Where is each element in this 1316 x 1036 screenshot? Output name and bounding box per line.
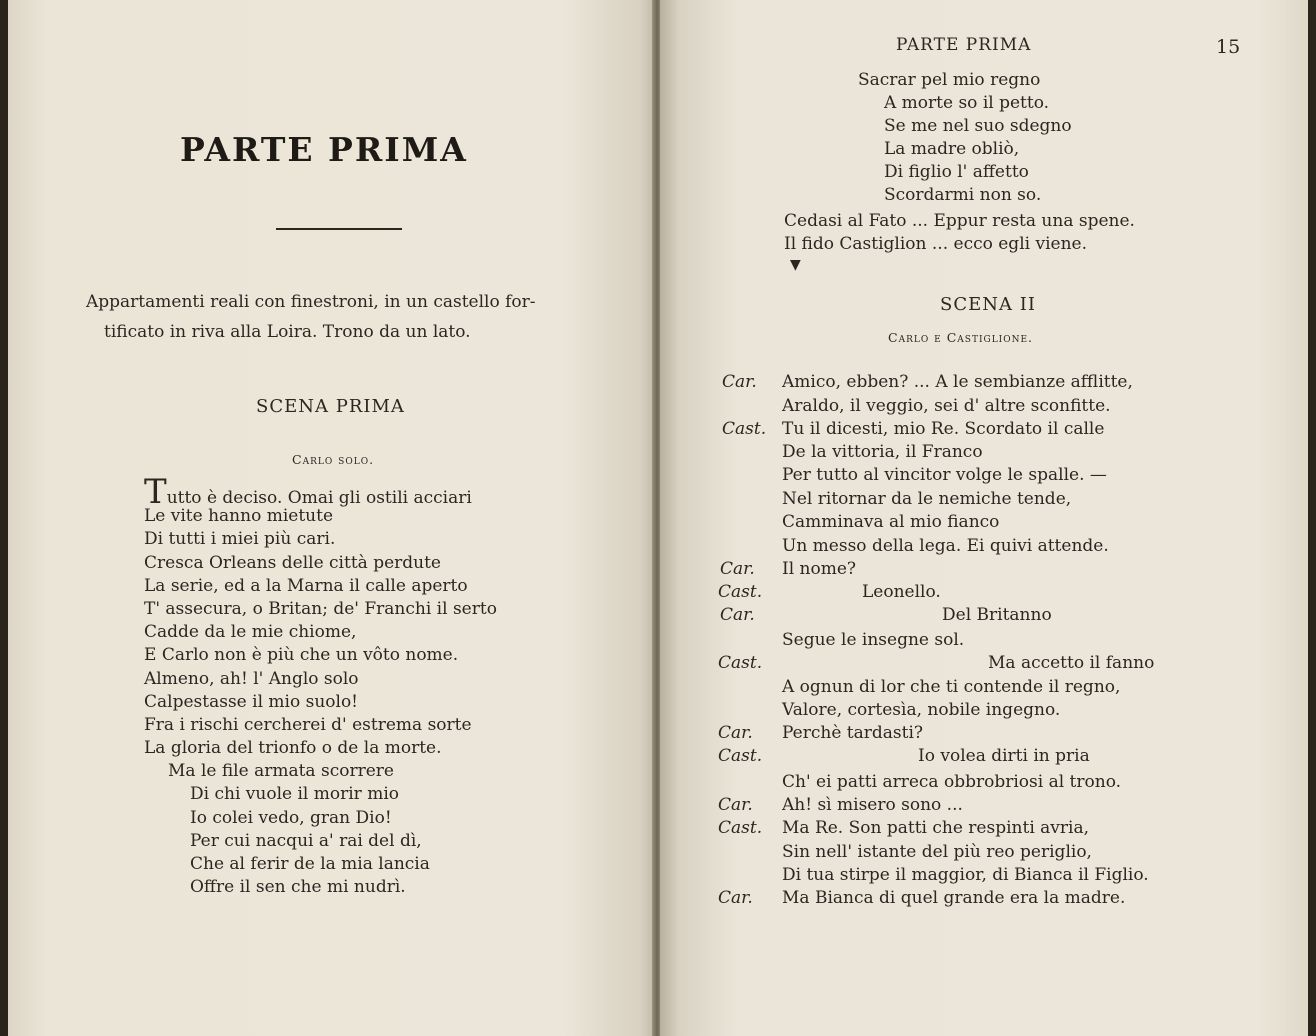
left-page xyxy=(8,0,660,1036)
dialogue-line: Il nome? xyxy=(782,559,857,579)
verse-line: Sacrar pel mio regno xyxy=(858,70,1041,90)
verse-block xyxy=(144,472,497,899)
dialogue-line: Segue le insegne sol. xyxy=(782,630,965,650)
drop-cap: T xyxy=(144,472,167,512)
speaker-label: Cast. xyxy=(718,582,763,602)
verse-line: Ma le file armata scorrere xyxy=(168,761,394,782)
verse-line-first: Tutto è deciso. Omai gli ostili acciari xyxy=(144,472,472,512)
scene-title: SCENA PRIMA xyxy=(256,396,405,417)
verse-line: Le vite hanno mietute xyxy=(144,506,334,527)
dialogue-line: Di tua stirpe il maggior, di Bianca il Figlio. xyxy=(782,865,1149,885)
stage-direction-line-2: tificato in riva alla Loira. Trono da un lato. xyxy=(104,322,471,342)
dialogue-line: Nel ritornar da le nemiche tende, xyxy=(782,489,1072,509)
verse-line: Di tutti i miei più cari. xyxy=(144,529,336,550)
stage-direction-line-1: Appartamenti reali con finestroni, in un castello for- xyxy=(86,292,536,312)
verse-line: Offre il sen che mi nudrì. xyxy=(190,877,406,898)
dialogue-line: Leonello. xyxy=(862,582,941,602)
dialogue-line: Tu il dicesti, mio Re. Scordato il calle xyxy=(782,419,1105,439)
printer-mark-icon: ▼ xyxy=(790,257,801,273)
verse-line: La madre obliò, xyxy=(884,139,1020,159)
verse-line: Cedasi al Fato ... Eppur resta una spene. xyxy=(784,211,1135,231)
verse-line: Almeno, ah! l' Anglo solo xyxy=(144,668,359,689)
speaker-label: Cast. xyxy=(718,653,763,673)
verse-line: A morte so il petto. xyxy=(884,93,1050,113)
right-page xyxy=(660,0,1308,1036)
dialogue-line: Perchè tardasti? xyxy=(782,723,924,743)
verse-line: Cresca Orleans delle città perdute xyxy=(144,552,441,573)
dialogue-line: Amico, ebben? ... A le sembianze afflitte, xyxy=(782,372,1133,392)
dialogue-line: Io volea dirti in pria xyxy=(918,746,1090,766)
dialogue-line: Valore, cortesìa, nobile ingegno. xyxy=(782,700,1061,720)
verse-line: Scordarmi non so. xyxy=(884,185,1042,205)
verse-line: E Carlo non è più che un vôto nome. xyxy=(144,645,459,666)
dialogue-line: Camminava al mio fianco xyxy=(782,512,1000,532)
verse-line: Cadde da le mie chiome, xyxy=(144,622,357,643)
speaker-label: Car. xyxy=(722,372,757,392)
verse-line: Calpestasse il mio suolo! xyxy=(144,691,359,712)
verse-line: Io colei vedo, gran Dio! xyxy=(190,807,392,828)
verse-line: Di figlio l' affetto xyxy=(884,162,1029,182)
verse-line: La gloria del trionfo o de la morte. xyxy=(144,738,442,759)
dialogue-line: De la vittoria, il Franco xyxy=(782,442,983,462)
verse-line: Il fido Castiglion ... ecco egli viene. xyxy=(784,234,1087,254)
dialogue-line: Per tutto al vincitor volge le spalle. — xyxy=(782,465,1107,485)
dialogue-line: Ah! sì misero sono ... xyxy=(782,795,963,815)
verse-line: T' assecura, o Britan; de' Franchi il serto xyxy=(144,598,497,619)
dialogue-line: Ma Bianca di quel grande era la madre. xyxy=(782,888,1126,908)
speaker-label: Cast. xyxy=(718,746,763,766)
part-title: PARTE PRIMA xyxy=(180,130,468,169)
dialogue-line: Sin nell' istante del più reo periglio, xyxy=(782,842,1092,862)
speaker-label: Car. xyxy=(720,559,755,579)
dialogue-line: Ma Re. Son patti che respinti avria, xyxy=(782,818,1089,838)
verse-line: Se me nel suo sdegno xyxy=(884,116,1072,136)
speaker-label: Car. xyxy=(718,795,753,815)
scene-characters: Carlo e Castiglione. xyxy=(888,330,1034,345)
page-number: 15 xyxy=(1216,36,1241,58)
verse-line: Fra i rischi cercherei d' estrema sorte xyxy=(144,714,472,735)
speaker-label: Car. xyxy=(718,723,753,743)
verse-line: Per cui nacqui a' rai del dì, xyxy=(190,830,422,851)
scene-title: SCENA II xyxy=(940,294,1036,315)
speaker-label: Car. xyxy=(720,605,755,625)
verse-line: Che al ferir de la mia lancia xyxy=(190,854,430,874)
verse-line: Di chi vuole il morir mio xyxy=(190,784,399,805)
speaker-label: Cast. xyxy=(722,419,767,439)
scene-characters: Carlo solo. xyxy=(292,452,375,467)
title-rule xyxy=(276,228,402,230)
dialogue-line: Ch' ei patti arreca obbrobriosi al trono. xyxy=(782,772,1122,792)
dialogue-line: Ma accetto il fanno xyxy=(988,653,1155,673)
verse-line: La serie, ed a la Marna il calle aperto xyxy=(144,575,468,596)
dialogue-line: Del Britanno xyxy=(942,605,1052,625)
dialogue-line: A ognun di lor che ti contende il regno, xyxy=(782,677,1121,697)
speaker-label: Cast. xyxy=(718,818,763,838)
running-head: PARTE PRIMA xyxy=(896,35,1032,55)
dialogue-line: Un messo della lega. Ei quivi attende. xyxy=(782,536,1109,556)
speaker-label: Car. xyxy=(718,888,753,908)
dialogue-line: Araldo, il veggio, sei d' altre sconfitte. xyxy=(782,396,1111,416)
